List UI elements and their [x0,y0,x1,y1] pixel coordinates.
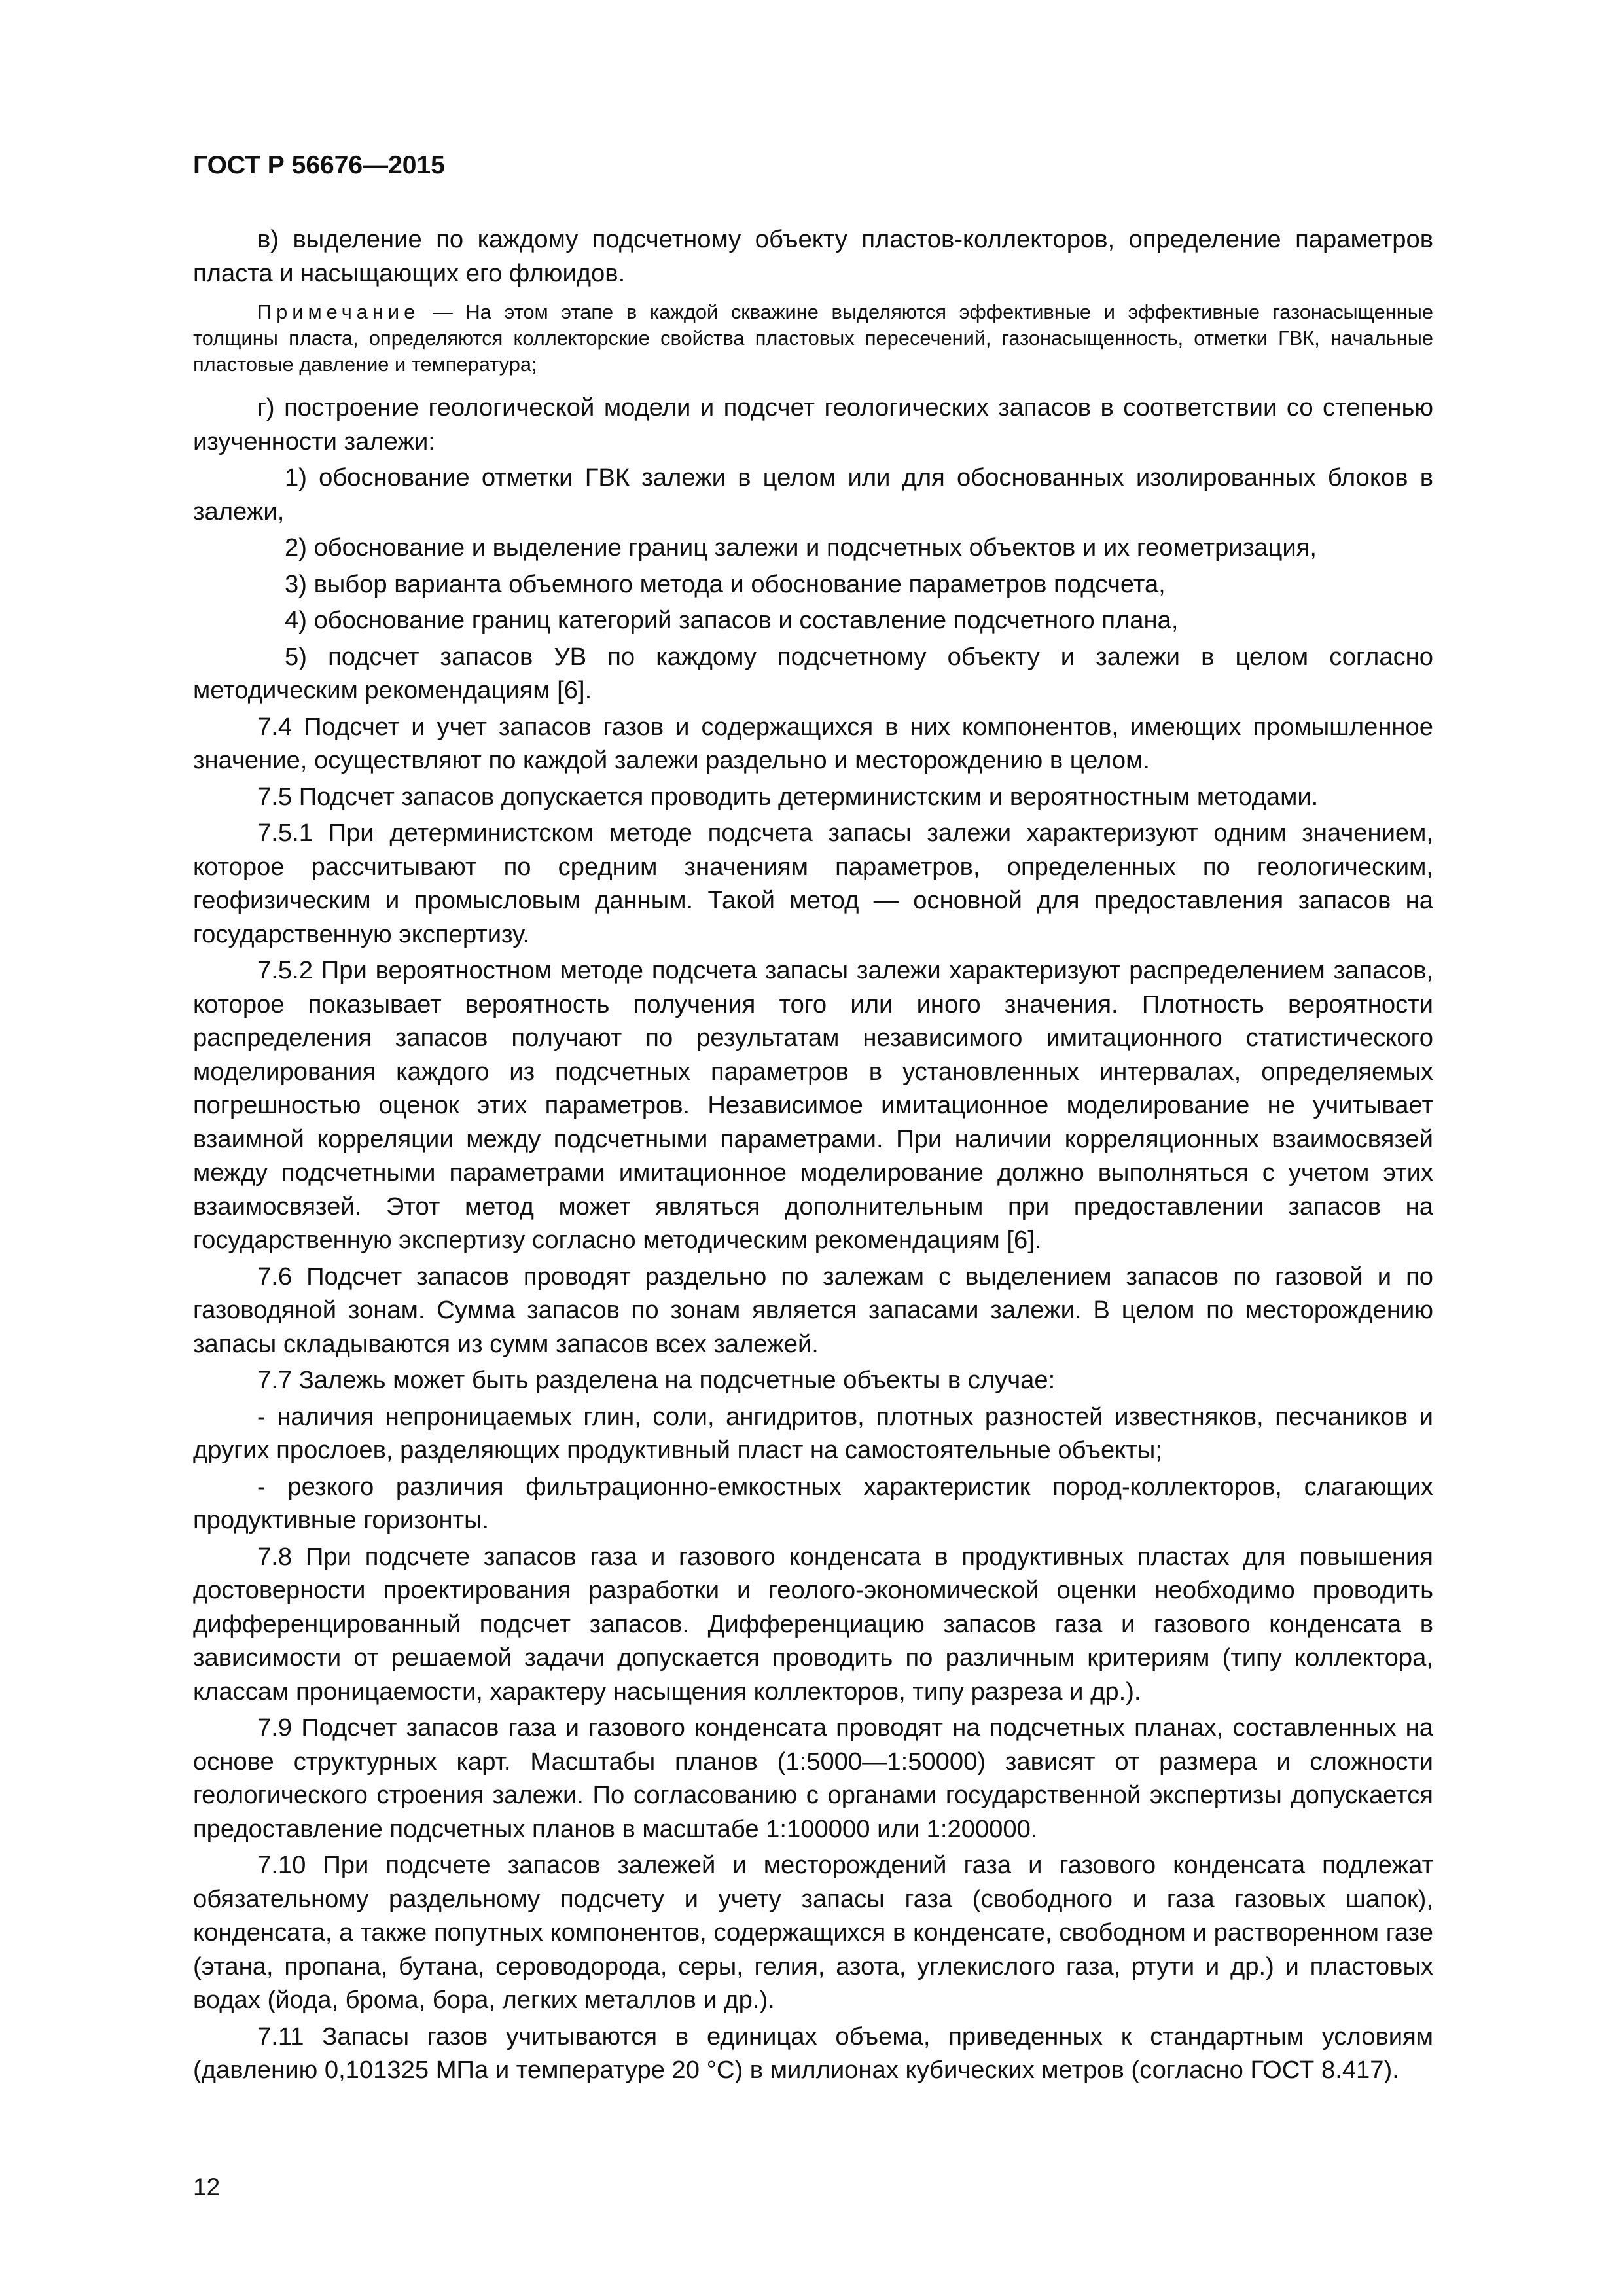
dash-item-1: - наличия непроницаемых глин, соли, ангидритов, плотных разностей известняков, песчаников и других прослоев, разделяющих продуктивный пласт на самостоятельные объекты; [193,1402,1433,1464]
note [193,299,1433,378]
clause-7-5-1: 7.5.1 При детерминистском методе подсчета запасы залежи характеризуют одним значением, которое рассчитывают по средним значениям параметров, определенных по геологическим, геофизическим и промысловым данным. Такой метод — основной для предоставления запасов на государственную экспертизу. [193,819,1433,948]
dash-item-2: - резкого различия фильтрационно-емкостных характеристик пород-коллекторов, слагающих продуктивные горизонты. [193,1472,1433,1534]
list-item-3: 3) выбор варианта объемного метода и обоснование параметров подсчета, [285,569,1166,598]
document-body [193,223,1433,2090]
page-number: 12 [193,2174,221,2200]
clause-7-9: 7.9 Подсчет запасов газа и газового конденсата проводят на подсчетных планах, составленных на основе структурных карт. Масштабы планов (1:5000—1:50000) зависят от размера и сложности геологического строения залежи. По согласованию с органами государственной экспертизы допускается предоставление подсчетных планов в масштабе 1:100000 или 1:200000. [193,1713,1433,1843]
clause-7-5: 7.5 Подсчет запасов допускается проводить детерминистским и вероятностным методами. [257,782,1319,811]
note-label: Примечание [257,300,420,323]
paragraph-g: г) построение геологической модели и подсчет геологических запасов в соответствии со степенью изученности залежи: [193,393,1433,456]
clause-7-8: 7.8 При подсчете запасов газа и газового конденсата в продуктивных пластах для повышения достоверности проектирования разработки и геолого-экономической оценки необходимо проводить дифференцированный подсчет запасов. Дифференциацию запасов газа и газового конденсата в зависимости от решаемой задачи допускается проводить по различным критериям (типу коллектора, классам проницаемости, характеру насыщения коллекторов, типу разреза и др.). [193,1542,1433,1706]
list-item-5: 5) подсчет запасов УВ по каждому подсчетному объекту и залежи в целом согласно методическим рекомендациям [6]. [193,642,1433,704]
paragraph-v: в) выделение по каждому подсчетному объекту пластов-коллекторов, определение параметров пласта и насыщающих его флюидов. [193,225,1433,287]
document-header: ГОСТ Р 56676—2015 [193,151,445,179]
clause-7-11: 7.11 Запасы газов учитываются в единицах объема, приведенных к стандартным условиям (давлению 0,101325 МПа и температуре 20 °С) в миллионах кубических метров (согласно ГОСТ 8.417). [193,2022,1433,2084]
note-text: — На этом этапе в каждой скважине выделяются эффективные и эффективные газонасыщенные толщины пласта, определяются коллекторские свойства пластовых пересечений, газонасыщенность, отметки ГВК, начальные пластовые давление и температура; [193,300,1433,376]
clause-7-7: 7.7 Залежь может быть разделена на подсчетные объекты в случае: [257,1366,1056,1394]
clause-7-6: 7.6 Подсчет запасов проводят раздельно по залежам с выделением запасов по газовой и по газоводяной зонам. Сумма запасов по зонам является запасами залежи. В целом по месторождению запасы складываются из сумм запасов всех залежей. [193,1262,1433,1358]
list-item-4: 4) обоснование границ категорий запасов и составление подсчетного плана, [285,606,1179,634]
list-item-1: 1) обоснование отметки ГВК залежи в целом или для обоснованных изолированных блоков в залежи, [193,463,1433,526]
list-item-2: 2) обоснование и выделение границ залежи и подсчетных объектов и их геометризация, [285,533,1317,562]
clause-7-4: 7.4 Подсчет и учет запасов газов и содержащихся в них компонентов, имеющих промышленное значение, осуществляют по каждой залежи раздельно и месторождению в целом. [193,712,1433,774]
clause-7-10: 7.10 При подсчете запасов залежей и месторождений газа и газового конденсата подлежат обязательному раздельному подсчету и учету запасы газа (свободного и газа газовых шапок), конденсата, а также попутных компонентов, содержащихся в конденсате, свободном и растворенном газе (этана, пропана, бутана, сероводорода, серы, гелия, азота, углекислого газа, ртути и др.) и пластовых водах (йода, брома, бора, легких металлов и др.). [193,1851,1433,2014]
clause-7-5-2: 7.5.2 При вероятностном методе подсчета запасы залежи характеризуют распределением запасов, которое показывает вероятность получения того или иного значения. Плотность вероятности распределения запасов получают по результатам независимого имитационного статистического моделирования каждого из подсчетных параметров в установленных интервалах, определяемых погрешностью оценок этих параметров. Независимое имитационное моделирование не учитывает взаимной корреляции между подсчетными параметрами. При наличии корреляционных взаимосвязей между подсчетными параметрами имитационное моделирование должно выполняться с учетом этих взаимосвязей. Этот метод может являться дополнительным при предоставлении запасов на государственную экспертизу согласно методическим рекомендациям [6]. [193,956,1433,1254]
